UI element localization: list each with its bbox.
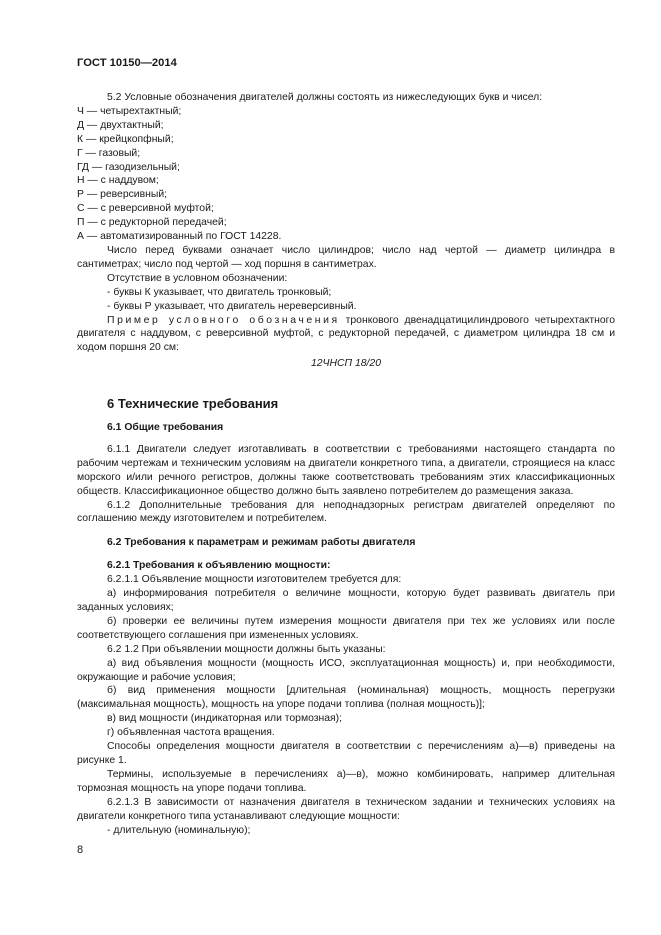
letter-item: Ч — четырехтактный; <box>77 105 182 117</box>
standard-header: ГОСТ 10150—2014 <box>77 57 177 69</box>
list-item-c: в) вид мощности (индикаторная или тормозная); <box>107 713 343 725</box>
example-formula: 12ЧНСП 18/20 <box>311 358 381 370</box>
letter-item: К — крейцкопфный; <box>77 133 174 145</box>
methods-paragraph: Способы определения мощности двигателя в соответствии с перечислениям а)—в) приведены на рисунке 1. <box>77 741 615 766</box>
letter-item: С — с реверсивной муфтой; <box>77 203 214 215</box>
terms-paragraph: Термины, используемые в перечислениях а)—в), можно комбинировать, например длительная тормозная мощность на упоре подачи топлива. <box>77 768 615 794</box>
numbers-note: Число перед буквами означает число цилиндров; число над чертой — диаметр цилиндра в сантиметрах; число под чертой — ход поршня в сантиметрах. <box>77 244 615 270</box>
section-6-2-1-heading: 6.2.1 Требования к объявлению мощности: <box>107 560 331 572</box>
section-5-2-intro: 5.2 Условные обозначения двигателей должны состоять из нижеследующих букв и чисел: <box>107 92 543 103</box>
absence-intro: Отсутствие в условном обозначении: <box>107 272 288 284</box>
paragraph-6-1-2: 6.1.2 Дополнительные требования для неподнадзорных регистрам двигателей определяют по соглашению между изготовителем и потребителем. <box>77 499 615 525</box>
absence-item: - буквы Р указывает, что двигатель нереверсивный. <box>107 300 357 312</box>
list-item-a: а) информирования потребителя о величине мощности, которую будет развивать двигатель при заданных условиях; <box>77 588 615 613</box>
list-item-d: г) объявленная частота вращения. <box>107 727 275 739</box>
example-label: Пример условного обозначения <box>107 314 340 326</box>
list-item-a: а) вид объявления мощности (мощность ИСО, эксплуатационная мощность) и, при необходимости, окружающие и рабочие условия; <box>77 657 615 683</box>
example-paragraph <box>77 314 615 356</box>
absence-item: - буквы К указывает, что двигатель тронковый; <box>107 286 332 298</box>
letter-item: Н — с наддувом; <box>77 175 159 187</box>
section-6-2-heading: 6.2 Требования к параметрам и режимам работы двигателя <box>107 537 416 549</box>
letter-item: Г — газовый; <box>77 147 141 159</box>
paragraph-6-2-1-2: 6.2 1.2 При объявлении мощности должны быть указаны: <box>107 643 386 655</box>
document-body <box>77 91 615 837</box>
power-item: - длительную (номинальную); <box>107 824 251 836</box>
list-item-b: б) вид применения мощности [длительная (номинальная) мощность, мощность перегрузки (максимальная мощность), мощность на упоре подачи топлива (полная мощность)]; <box>77 685 615 711</box>
letter-item: Р — реверсивный; <box>77 189 168 201</box>
paragraph-6-2-1-1: 6.2.1.1 Объявление мощности изготовителем требуется для: <box>107 574 402 586</box>
section-6-1-heading: 6.1 Общие требования <box>107 422 224 434</box>
example-text: тронкового двенадцатицилиндрового четырехтактного двигателя с наддувом, с реверсивной муфтой, с редукторной передачей, с диаметром цилиндра 18 см и ходом поршня 20 см: <box>77 314 615 354</box>
letter-item: А — автоматизированный по ГОСТ 14228. <box>77 231 282 243</box>
letter-item: Д — двухтактный; <box>77 119 164 131</box>
paragraph-6-2-1-3: 6.2.1.3 В зависимости от назначения двигателя в техническом задании и технических условиях на двигатели конкретного типа устанавливают следующие мощности: <box>77 796 615 822</box>
paragraph-6-1-1: 6.1.1 Двигатели следует изготавливать в соответствии с требованиями настоящего стандарта по рабочим чертежам и техническим условиям на двигатели конкретного типа, а двигатели, строящиеся на класс морского и/или речного регистров, должны также соответствовать требованиям этих классификационных обществ. Классификационное общество должно быть заявлено потребителем до размещения заказа. <box>77 443 615 497</box>
page-number: 8 <box>77 844 84 856</box>
letter-item: ГД — газодизельный; <box>77 161 180 173</box>
list-item-b: б) проверки ее величины путем измерения мощности двигателя при тех же условиях или после соответствующего соглашения при измененных условиях. <box>77 615 615 641</box>
letter-item: П — с редукторной передачей; <box>77 217 227 229</box>
section-6-heading: 6 Технические требования <box>107 396 279 412</box>
